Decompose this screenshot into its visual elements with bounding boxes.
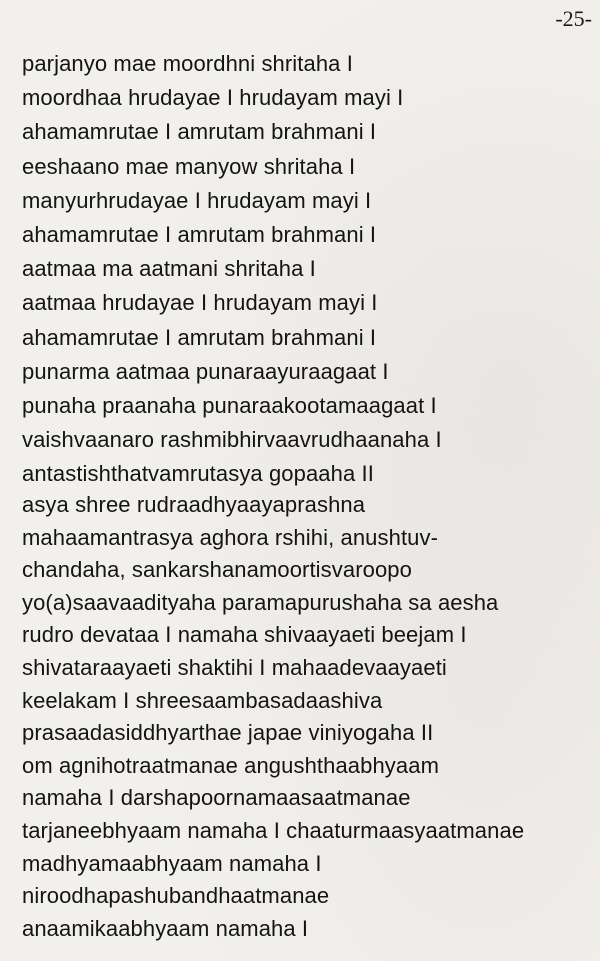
verse-line: parjanyo mae moordhni shritaha I [22, 51, 353, 76]
verse-line: ahamamrutae I amrutam brahmani I [22, 324, 377, 350]
prose-line: shivataraayaeti shaktihi I mahaadevaayaeti [22, 654, 447, 680]
prose-line: anaamikaabhyaam namaha I [22, 915, 309, 941]
verse-line: moordhaa hrudayae I hrudayam mayi I [22, 85, 404, 111]
verse-line: ahamamrutae I amrutam brahmani I [22, 221, 377, 247]
verse-block [22, 47, 592, 491]
verse-line: manyurhrudayae I hrudayam mayi I [22, 187, 372, 213]
prose-line: chandaha, sankarshanamoortisvaroopo [22, 557, 412, 583]
prose-line: rudro devataa I namaha shivaayaeti beejam I [22, 622, 467, 648]
verse-line: aatmaa hrudayae I hrudayam mayi I [22, 290, 378, 316]
verse-line: eeshaano mae manyow shritaha I [22, 153, 356, 179]
prose-line: niroodhapashubandhaatmanae [22, 883, 330, 909]
prose-line: prasaadasiddhyarthae japae viniyogaha II [22, 720, 434, 746]
verse-line: antastishthatvamrutasya gopaaha II [22, 461, 374, 487]
prose-block [22, 489, 592, 945]
prose-line: om agnihotraatmanae angushthaabhyaam [22, 752, 440, 778]
prose-line: mahaamantrasya aghora rshihi, anushtuv- [22, 524, 439, 550]
prose-line: madhyamaabhyaam namaha I [22, 850, 322, 876]
prose-line: yo(a)saavaadityaha paramapurushaha sa aesha [22, 589, 499, 615]
prose-line: keelakam I shreesaambasadaashiva [22, 687, 383, 713]
prose-line: asya shree rudraadhyaayaprashna [22, 492, 366, 517]
verse-line: punarma aatmaa punaraayuraagaat I [22, 358, 389, 384]
prose-line: tarjaneebhyaam namaha I chaaturmaasyaatmanae [22, 817, 525, 843]
page-number: -25- [555, 6, 592, 31]
prose-line: namaha I darshapoornamaasaatmanae [22, 785, 411, 811]
verse-line: aatmaa ma aatmani shritaha I [22, 256, 316, 282]
verse-line: ahamamrutae I amrutam brahmani I [22, 119, 377, 145]
verse-line: punaha praanaha punaraakootamaagaat I [22, 392, 437, 418]
verse-line: vaishvaanaro rashmibhirvaavrudhaanaha I [22, 427, 442, 453]
